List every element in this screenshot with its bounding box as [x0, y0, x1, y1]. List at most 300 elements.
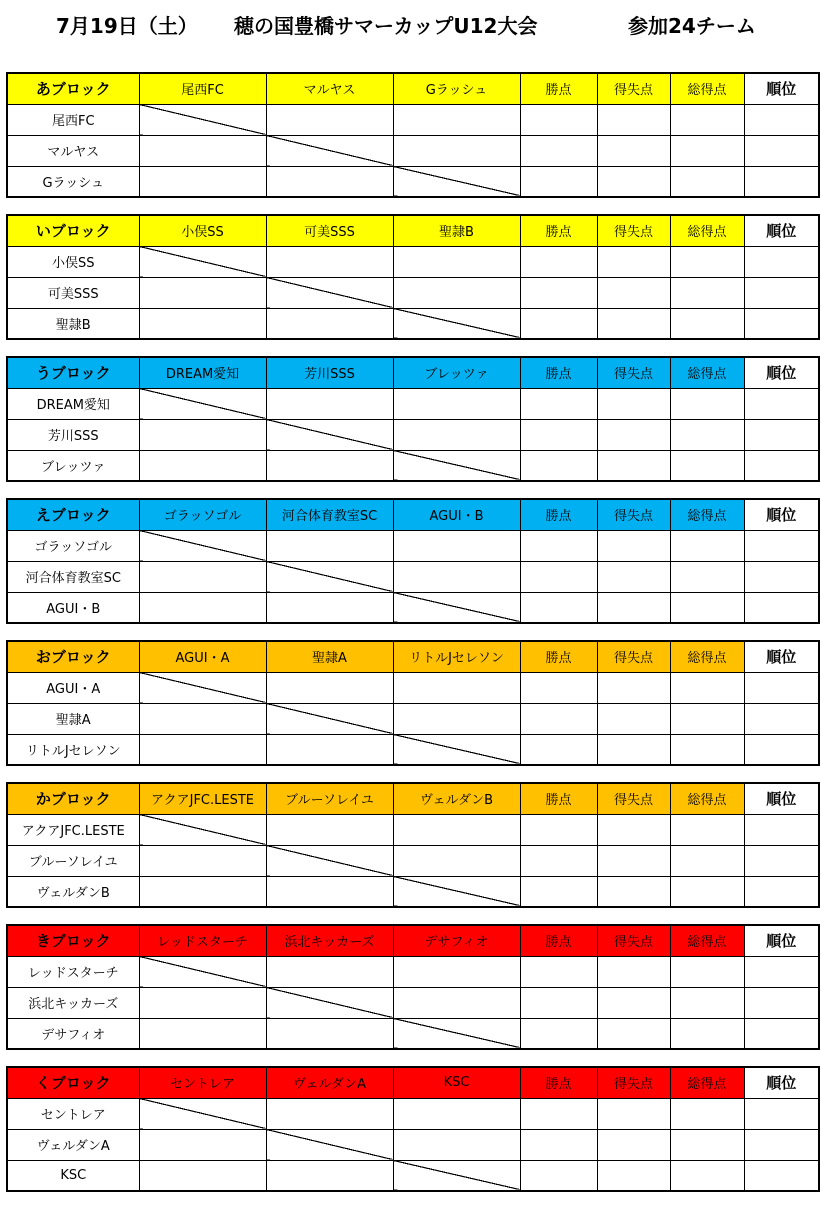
goal-diff-header: 得失点 — [597, 73, 670, 104]
goal-diff-cell — [597, 308, 670, 339]
table-row — [7, 277, 819, 308]
rank-cell — [744, 246, 819, 277]
total-goals-cell — [670, 876, 744, 907]
team-row-name: 尾西FC — [7, 104, 139, 135]
table-row — [7, 419, 819, 450]
total-goals-cell — [670, 419, 744, 450]
team-column-header: ゴラッソゴル — [139, 499, 266, 530]
self-match-cell — [266, 561, 393, 592]
team-column-header: ヴェルダンA — [266, 1067, 393, 1098]
total-goals-cell — [670, 956, 744, 987]
goal-diff-cell — [597, 672, 670, 703]
table-row — [7, 450, 819, 481]
wins-cell — [520, 672, 597, 703]
goal-diff-header: 得失点 — [597, 1067, 670, 1098]
wins-header: 勝点 — [520, 1067, 597, 1098]
result-cell — [393, 1129, 520, 1160]
team-column-header: Gラッシュ — [393, 73, 520, 104]
block-table — [6, 924, 820, 1050]
result-cell — [393, 246, 520, 277]
self-match-cell — [266, 845, 393, 876]
rank-cell — [744, 1160, 819, 1191]
team-column-header: 河合体育教室SC — [266, 499, 393, 530]
self-match-cell — [393, 876, 520, 907]
wins-cell — [520, 1098, 597, 1129]
table-row — [7, 561, 819, 592]
self-match-cell — [266, 277, 393, 308]
goal-diff-cell — [597, 956, 670, 987]
result-cell — [139, 135, 266, 166]
goal-diff-header: 得失点 — [597, 215, 670, 246]
result-cell — [139, 1018, 266, 1049]
team-row-name: 聖隷B — [7, 308, 139, 339]
total-goals-cell — [670, 135, 744, 166]
self-match-cell — [139, 814, 266, 845]
result-cell — [139, 703, 266, 734]
team-column-header: ブレッツァ — [393, 357, 520, 388]
goal-diff-cell — [597, 246, 670, 277]
rank-cell — [744, 956, 819, 987]
result-cell — [266, 246, 393, 277]
self-match-cell — [139, 1098, 266, 1129]
rank-cell — [744, 1018, 819, 1049]
result-cell — [393, 814, 520, 845]
total-goals-cell — [670, 1160, 744, 1191]
result-cell — [393, 987, 520, 1018]
wins-cell — [520, 876, 597, 907]
self-match-cell — [393, 1160, 520, 1191]
goal-diff-cell — [597, 450, 670, 481]
wins-cell — [520, 450, 597, 481]
goal-diff-cell — [597, 703, 670, 734]
team-row-name: Gラッシュ — [7, 166, 139, 197]
table-row — [7, 876, 819, 907]
team-row-name: ゴラッソゴル — [7, 530, 139, 561]
wins-header: 勝点 — [520, 357, 597, 388]
team-column-header: AGUI・B — [393, 499, 520, 530]
result-cell — [266, 1160, 393, 1191]
wins-header: 勝点 — [520, 73, 597, 104]
team-column-header: ブルーソレイユ — [266, 783, 393, 814]
goal-diff-header: 得失点 — [597, 499, 670, 530]
goal-diff-cell — [597, 388, 670, 419]
block-table — [6, 640, 820, 766]
team-count: 参加24チーム — [628, 14, 756, 38]
wins-cell — [520, 1160, 597, 1191]
result-cell — [393, 703, 520, 734]
wins-cell — [520, 135, 597, 166]
self-match-cell — [393, 592, 520, 623]
self-match-cell — [266, 1129, 393, 1160]
block-name: うブロック — [7, 357, 139, 388]
rank-header: 順位 — [744, 357, 819, 388]
team-row-name: デサフィオ — [7, 1018, 139, 1049]
table-row — [7, 135, 819, 166]
result-cell — [393, 135, 520, 166]
result-cell — [393, 561, 520, 592]
result-cell — [139, 166, 266, 197]
team-column-header: 可美SSS — [266, 215, 393, 246]
rank-cell — [744, 592, 819, 623]
total-goals-cell — [670, 388, 744, 419]
result-cell — [266, 956, 393, 987]
result-cell — [266, 308, 393, 339]
self-match-cell — [393, 166, 520, 197]
rank-cell — [744, 703, 819, 734]
wins-cell — [520, 814, 597, 845]
goal-diff-cell — [597, 592, 670, 623]
result-cell — [139, 1129, 266, 1160]
wins-cell — [520, 246, 597, 277]
total-goals-cell — [670, 450, 744, 481]
block-table — [6, 356, 820, 482]
wins-cell — [520, 703, 597, 734]
result-cell — [393, 388, 520, 419]
result-cell — [393, 956, 520, 987]
team-column-header: 小俣SS — [139, 215, 266, 246]
table-row — [7, 166, 819, 197]
result-cell — [266, 450, 393, 481]
rank-cell — [744, 876, 819, 907]
team-column-header: デサフィオ — [393, 925, 520, 956]
table-row — [7, 845, 819, 876]
team-column-header: マルヤス — [266, 73, 393, 104]
block-name: えブロック — [7, 499, 139, 530]
goal-diff-cell — [597, 814, 670, 845]
table-row — [7, 246, 819, 277]
total-goals-cell — [670, 814, 744, 845]
rank-header: 順位 — [744, 73, 819, 104]
block-name: おブロック — [7, 641, 139, 672]
rank-cell — [744, 419, 819, 450]
rank-cell — [744, 672, 819, 703]
result-cell — [139, 987, 266, 1018]
total-goals-cell — [670, 561, 744, 592]
block-header-row — [7, 641, 819, 672]
total-goals-cell — [670, 1018, 744, 1049]
goal-diff-header: 得失点 — [597, 641, 670, 672]
goal-diff-cell — [597, 876, 670, 907]
event-date: 7月19日（土） — [56, 14, 198, 38]
total-goals-cell — [670, 672, 744, 703]
goal-diff-cell — [597, 104, 670, 135]
team-row-name: AGUI・B — [7, 592, 139, 623]
result-cell — [139, 845, 266, 876]
team-row-name: 可美SSS — [7, 277, 139, 308]
wins-cell — [520, 592, 597, 623]
rank-cell — [744, 277, 819, 308]
team-row-name: マルヤス — [7, 135, 139, 166]
rank-cell — [744, 104, 819, 135]
result-cell — [139, 734, 266, 765]
total-goals-header: 総得点 — [670, 215, 744, 246]
result-cell — [139, 592, 266, 623]
result-cell — [139, 561, 266, 592]
rank-header: 順位 — [744, 783, 819, 814]
self-match-cell — [393, 1018, 520, 1049]
self-match-cell — [393, 450, 520, 481]
goal-diff-cell — [597, 166, 670, 197]
wins-header: 勝点 — [520, 499, 597, 530]
result-cell — [266, 592, 393, 623]
total-goals-cell — [670, 1098, 744, 1129]
block-name: いブロック — [7, 215, 139, 246]
total-goals-header: 総得点 — [670, 73, 744, 104]
result-cell — [266, 1098, 393, 1129]
goal-diff-header: 得失点 — [597, 783, 670, 814]
wins-header: 勝点 — [520, 215, 597, 246]
team-column-header: 浜北キッカーズ — [266, 925, 393, 956]
rank-cell — [744, 1098, 819, 1129]
self-match-cell — [266, 987, 393, 1018]
wins-cell — [520, 1018, 597, 1049]
rank-cell — [744, 308, 819, 339]
total-goals-cell — [670, 104, 744, 135]
total-goals-header: 総得点 — [670, 499, 744, 530]
total-goals-header: 総得点 — [670, 357, 744, 388]
goal-diff-cell — [597, 530, 670, 561]
total-goals-cell — [670, 592, 744, 623]
block-table — [6, 498, 820, 624]
rank-cell — [744, 135, 819, 166]
result-cell — [266, 672, 393, 703]
total-goals-cell — [670, 734, 744, 765]
wins-cell — [520, 956, 597, 987]
wins-cell — [520, 277, 597, 308]
team-column-header: AGUI・A — [139, 641, 266, 672]
team-row-name: AGUI・A — [7, 672, 139, 703]
table-row — [7, 530, 819, 561]
result-cell — [139, 419, 266, 450]
result-cell — [266, 388, 393, 419]
result-cell — [266, 814, 393, 845]
self-match-cell — [393, 308, 520, 339]
table-row — [7, 703, 819, 734]
table-row — [7, 104, 819, 135]
self-match-cell — [393, 734, 520, 765]
goal-diff-cell — [597, 277, 670, 308]
self-match-cell — [139, 672, 266, 703]
result-cell — [393, 845, 520, 876]
result-cell — [393, 277, 520, 308]
self-match-cell — [266, 135, 393, 166]
team-column-header: 聖隷B — [393, 215, 520, 246]
self-match-cell — [139, 530, 266, 561]
block-header-row — [7, 783, 819, 814]
result-cell — [139, 277, 266, 308]
event-name: 穂の国豊橋サマーカップU12大会 — [234, 14, 538, 38]
team-row-name: リトルJセレソン — [7, 734, 139, 765]
rank-cell — [744, 530, 819, 561]
rank-header: 順位 — [744, 925, 819, 956]
self-match-cell — [139, 104, 266, 135]
self-match-cell — [266, 703, 393, 734]
table-row — [7, 592, 819, 623]
wins-cell — [520, 530, 597, 561]
rank-header: 順位 — [744, 641, 819, 672]
wins-cell — [520, 308, 597, 339]
team-column-header: ヴェルダンB — [393, 783, 520, 814]
table-row — [7, 734, 819, 765]
rank-cell — [744, 845, 819, 876]
team-row-name: ブレッツァ — [7, 450, 139, 481]
rank-cell — [744, 561, 819, 592]
self-match-cell — [139, 246, 266, 277]
total-goals-cell — [670, 845, 744, 876]
team-row-name: 浜北キッカーズ — [7, 987, 139, 1018]
goal-diff-header: 得失点 — [597, 357, 670, 388]
team-column-header: アクアJFC.LESTE — [139, 783, 266, 814]
wins-cell — [520, 419, 597, 450]
team-column-header: 聖隷A — [266, 641, 393, 672]
team-row-name: レッドスターチ — [7, 956, 139, 987]
table-row — [7, 1160, 819, 1191]
team-row-name: 小俣SS — [7, 246, 139, 277]
rank-cell — [744, 388, 819, 419]
team-row-name: アクアJFC.LESTE — [7, 814, 139, 845]
total-goals-cell — [670, 308, 744, 339]
team-column-header: 尾西FC — [139, 73, 266, 104]
goal-diff-header: 得失点 — [597, 925, 670, 956]
team-column-header: DREAM愛知 — [139, 357, 266, 388]
rank-cell — [744, 987, 819, 1018]
block-header-row — [7, 357, 819, 388]
total-goals-header: 総得点 — [670, 925, 744, 956]
wins-cell — [520, 388, 597, 419]
total-goals-cell — [670, 166, 744, 197]
total-goals-header: 総得点 — [670, 641, 744, 672]
total-goals-cell — [670, 277, 744, 308]
result-cell — [139, 1160, 266, 1191]
result-cell — [266, 734, 393, 765]
block-header-row — [7, 925, 819, 956]
wins-cell — [520, 845, 597, 876]
result-cell — [393, 1098, 520, 1129]
block-table — [6, 214, 820, 340]
result-cell — [266, 530, 393, 561]
goal-diff-cell — [597, 1018, 670, 1049]
result-cell — [266, 1018, 393, 1049]
goal-diff-cell — [597, 1129, 670, 1160]
team-column-header: レッドスターチ — [139, 925, 266, 956]
block-header-row — [7, 215, 819, 246]
result-cell — [139, 450, 266, 481]
block-header-row — [7, 73, 819, 104]
rank-cell — [744, 450, 819, 481]
total-goals-header: 総得点 — [670, 1067, 744, 1098]
result-cell — [266, 876, 393, 907]
wins-cell — [520, 1129, 597, 1160]
block-header-row — [7, 499, 819, 530]
block-name: くブロック — [7, 1067, 139, 1098]
table-row — [7, 1018, 819, 1049]
goal-diff-cell — [597, 734, 670, 765]
table-row — [7, 308, 819, 339]
team-row-name: KSC — [7, 1160, 139, 1191]
team-column-header: KSC — [393, 1067, 520, 1098]
self-match-cell — [266, 419, 393, 450]
goal-diff-cell — [597, 987, 670, 1018]
wins-header: 勝点 — [520, 925, 597, 956]
result-cell — [266, 166, 393, 197]
self-match-cell — [139, 956, 266, 987]
table-row — [7, 987, 819, 1018]
total-goals-cell — [670, 530, 744, 561]
result-cell — [393, 672, 520, 703]
goal-diff-cell — [597, 135, 670, 166]
block-table — [6, 72, 820, 198]
goal-diff-cell — [597, 845, 670, 876]
total-goals-header: 総得点 — [670, 783, 744, 814]
wins-cell — [520, 104, 597, 135]
self-match-cell — [139, 388, 266, 419]
result-cell — [139, 876, 266, 907]
result-cell — [393, 530, 520, 561]
wins-cell — [520, 734, 597, 765]
block-name: きブロック — [7, 925, 139, 956]
result-cell — [266, 104, 393, 135]
total-goals-cell — [670, 1129, 744, 1160]
team-row-name: ヴェルダンB — [7, 876, 139, 907]
table-row — [7, 672, 819, 703]
result-cell — [393, 419, 520, 450]
table-row — [7, 956, 819, 987]
goal-diff-cell — [597, 419, 670, 450]
block-name: あブロック — [7, 73, 139, 104]
team-column-header: 芳川SSS — [266, 357, 393, 388]
table-row — [7, 1098, 819, 1129]
wins-header: 勝点 — [520, 641, 597, 672]
goal-diff-cell — [597, 1160, 670, 1191]
team-row-name: セントレア — [7, 1098, 139, 1129]
rank-cell — [744, 814, 819, 845]
rank-cell — [744, 166, 819, 197]
team-column-header: リトルJセレソン — [393, 641, 520, 672]
team-row-name: ブルーソレイユ — [7, 845, 139, 876]
block-name: かブロック — [7, 783, 139, 814]
team-row-name: 聖隷A — [7, 703, 139, 734]
total-goals-cell — [670, 703, 744, 734]
rank-cell — [744, 734, 819, 765]
table-row — [7, 1129, 819, 1160]
result-cell — [139, 308, 266, 339]
block-header-row — [7, 1067, 819, 1098]
page-title — [0, 10, 822, 42]
block-table — [6, 1066, 820, 1192]
rank-header: 順位 — [744, 499, 819, 530]
wins-cell — [520, 166, 597, 197]
team-row-name: ヴェルダンA — [7, 1129, 139, 1160]
total-goals-cell — [670, 987, 744, 1018]
team-row-name: DREAM愛知 — [7, 388, 139, 419]
wins-header: 勝点 — [520, 783, 597, 814]
rank-cell — [744, 1129, 819, 1160]
total-goals-cell — [670, 246, 744, 277]
rank-header: 順位 — [744, 215, 819, 246]
goal-diff-cell — [597, 561, 670, 592]
team-row-name: 芳川SSS — [7, 419, 139, 450]
table-row — [7, 814, 819, 845]
team-column-header: セントレア — [139, 1067, 266, 1098]
wins-cell — [520, 561, 597, 592]
rank-header: 順位 — [744, 1067, 819, 1098]
team-row-name: 河合体育教室SC — [7, 561, 139, 592]
wins-cell — [520, 987, 597, 1018]
table-row — [7, 388, 819, 419]
goal-diff-cell — [597, 1098, 670, 1129]
result-cell — [393, 104, 520, 135]
block-table — [6, 782, 820, 908]
